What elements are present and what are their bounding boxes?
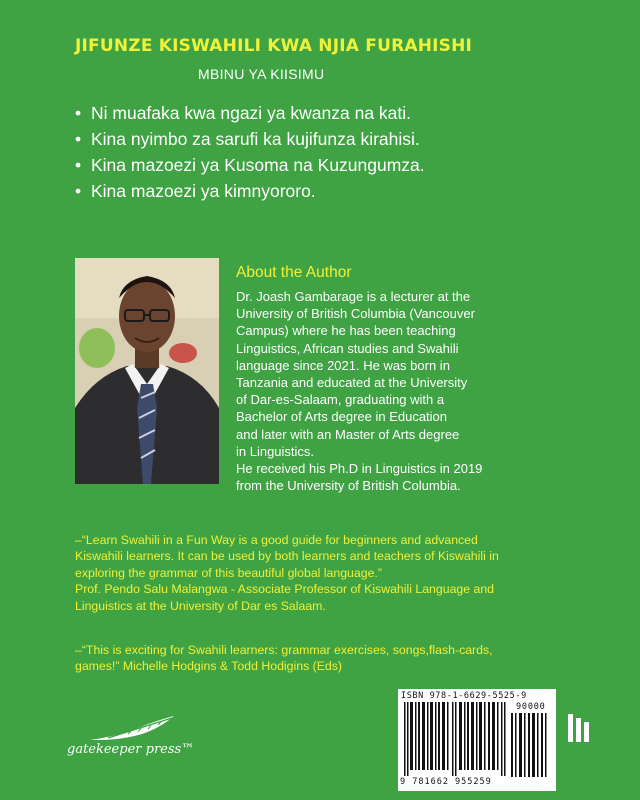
- isbn-text: ISBN 978-1-6629-5525-9: [401, 691, 527, 701]
- feature-text: Kina mazoezi ya Kusoma na Kuzungumza.: [91, 155, 425, 175]
- feature-item: [75, 152, 595, 178]
- book-title: JIFUNZE KISWAHILI KWA NJIA FURAHISHI: [75, 36, 473, 56]
- endorsement-quote: –“This is exciting for Swahili learners: grammar exercises, songs,flash-cards, games!” Michelle Hodgins & Todd Hodigins (Eds): [75, 643, 493, 674]
- feature-text: Kina nyimbo za sarufi ka kujifunza kirahisi.: [91, 129, 420, 149]
- price-code: 90000: [516, 702, 546, 712]
- ingram-stacked-bars-icon: [566, 712, 594, 749]
- book-subtitle: MBINU YA KIISIMU: [198, 66, 325, 82]
- feature-text: Ni muafaka kwa ngazi ya kwanza na kati.: [91, 103, 412, 123]
- addon-barcode-bars: [509, 713, 549, 779]
- bullet-icon: •: [75, 181, 82, 201]
- barcode-bars: [404, 702, 508, 776]
- bullet-icon: •: [75, 129, 82, 149]
- barcode: [398, 689, 556, 791]
- bullet-icon: •: [75, 155, 82, 175]
- feature-item: [75, 126, 595, 152]
- feature-text: Kina mazoezi ya kimnyororo.: [91, 181, 316, 201]
- bullet-icon: •: [75, 103, 82, 123]
- barcode-digits: 9 781662 955259: [400, 777, 492, 787]
- about-author-heading: About the Author: [236, 264, 352, 281]
- author-bio: Dr. Joash Gambarage is a lecturer at the University of British Columbia (Vancouver Campus) where he has been teaching Linguistics, African studies and Swahili language since 2021. He was born in Tanzania and educated at the University of Dar-es-Salaam, graduating with a Bachelor of Arts degree in Education and later with an Master of Arts degree in Linguistics. He received his Ph.D in Linguistics in 2019 from the University of British Columbia.: [236, 289, 483, 494]
- publisher-name: gatekeeper press™: [67, 742, 195, 757]
- feature-item: [75, 178, 595, 204]
- endorsement-quote: –“Learn Swahili in a Fun Way is a good guide for beginners and advanced Kiswahili learners. It can be used by both learners and teachers of Kiswahili in exploring the grammar of this beautiful global language.” Prof. Pendo Salu Malangwa - Associate Professor of Kiswahili Language and Linguistics at the University of Dar es Salaam.: [75, 533, 499, 613]
- author-photo: [75, 258, 219, 484]
- feature-list: [75, 100, 595, 204]
- feature-item: [75, 100, 595, 126]
